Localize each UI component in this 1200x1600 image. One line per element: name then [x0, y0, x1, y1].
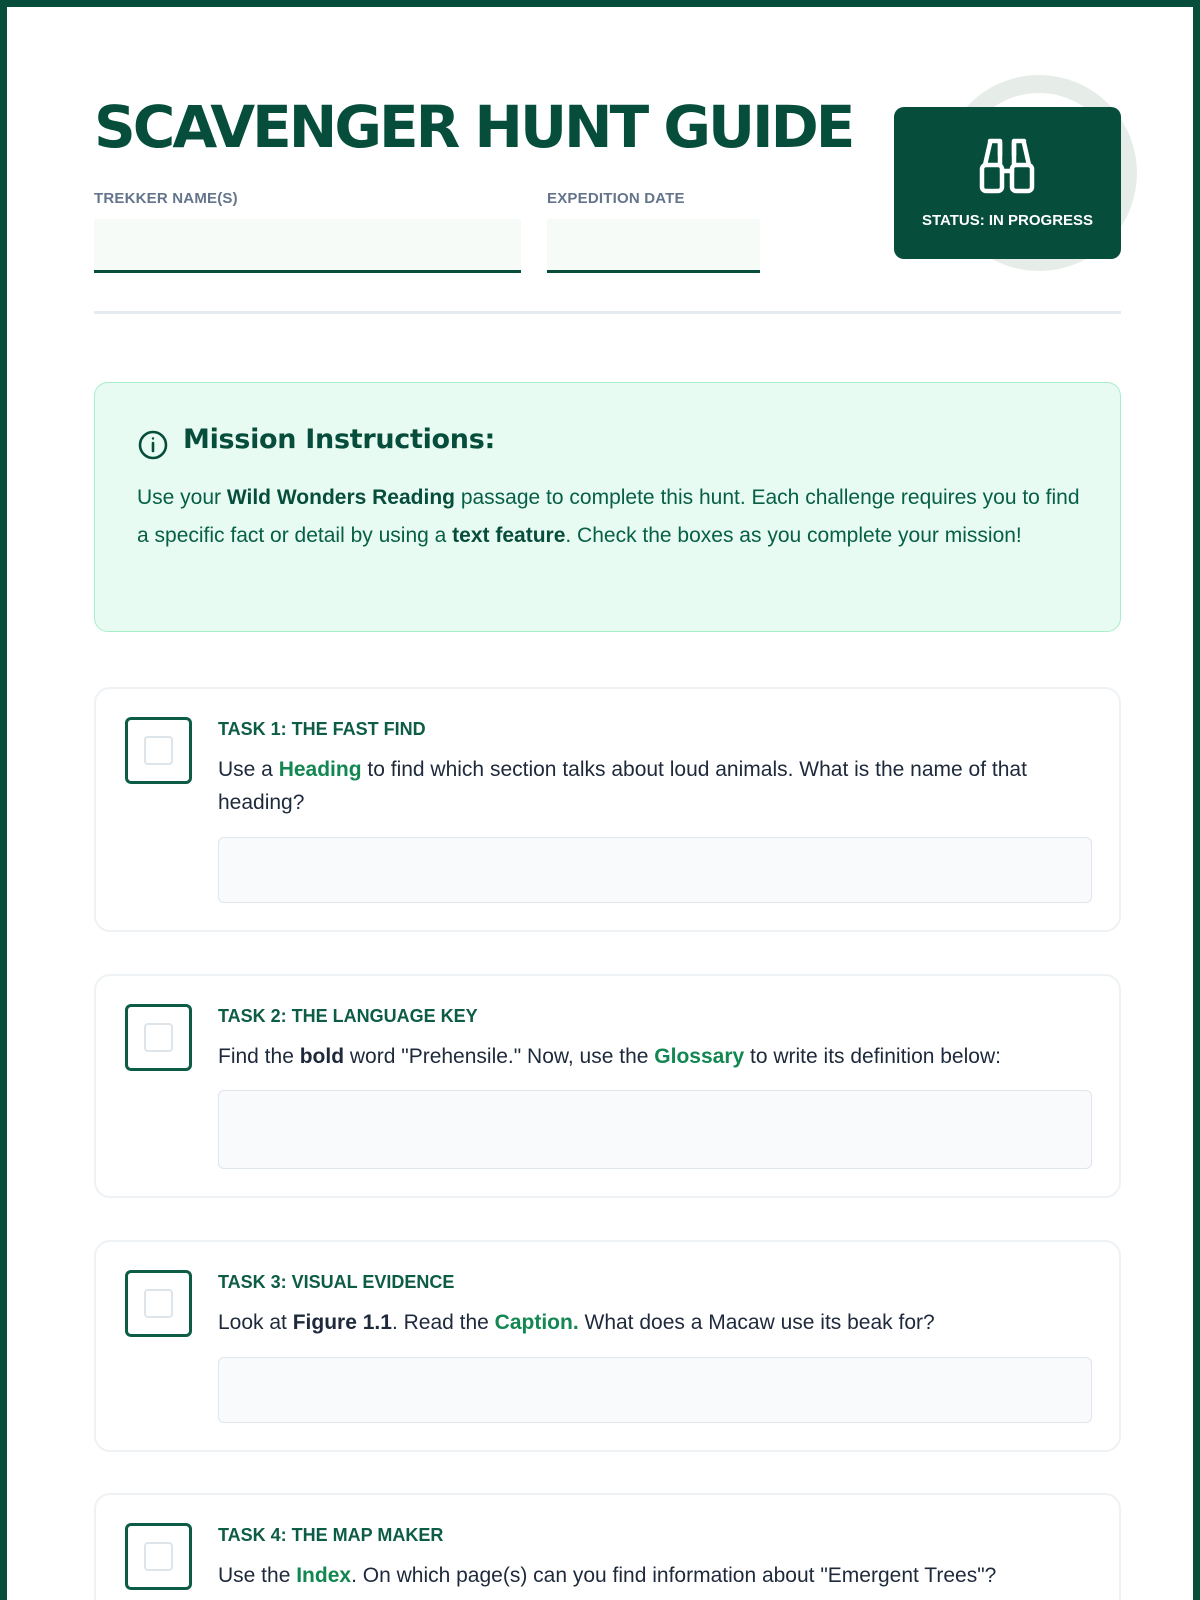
- status-badge: [894, 107, 1121, 259]
- task-2-checkbox[interactable]: [125, 1004, 192, 1071]
- trekker-name-field[interactable]: [94, 219, 521, 273]
- expedition-date-field[interactable]: [547, 219, 760, 273]
- task-4-label: TASK 4: THE MAP MAKER: [218, 1525, 444, 1545]
- mission-title: Mission Instructions:: [183, 424, 495, 455]
- mission-instructions-panel: [94, 382, 1121, 632]
- task-2-prompt: Find the bold word "Prehensile." Now, use the Glossary to write its definition below:: [218, 1045, 1001, 1068]
- info-icon: [137, 429, 169, 461]
- expedition-date-label: EXPEDITION DATE: [547, 190, 685, 207]
- task-4-prompt: Use the Index. On which page(s) can you find information about "Emergent Trees"?: [218, 1564, 997, 1587]
- task-card-1: [94, 687, 1121, 932]
- task-3-answer-field[interactable]: [218, 1357, 1092, 1423]
- page-title: SCAVENGER HUNT GUIDE: [94, 93, 853, 161]
- task-2-label: TASK 2: THE LANGUAGE KEY: [218, 1006, 478, 1026]
- task-1-prompt: Use a Heading to find which section talks about loud animals. What is the name of that heading?: [218, 758, 1027, 814]
- task-card-2: [94, 974, 1121, 1198]
- task-1-label: TASK 1: THE FAST FIND: [218, 719, 426, 739]
- task-3-prompt: Look at Figure 1.1. Read the Caption. What does a Macaw use its beak for?: [218, 1311, 935, 1334]
- task-3-label: TASK 3: VISUAL EVIDENCE: [218, 1272, 455, 1292]
- binoculars-icon: [976, 135, 1038, 197]
- task-1-checkbox[interactable]: [125, 717, 192, 784]
- task-2-answer-field[interactable]: [218, 1090, 1092, 1169]
- mission-body: Use your Wild Wonders Reading passage to complete this hunt. Each challenge requires you to find a specific fact or detail by using a text feature. Check the boxes as you complete your mission!: [137, 486, 1080, 547]
- task-1-answer-field[interactable]: [218, 837, 1092, 903]
- trekker-name-label: TREKKER NAME(S): [94, 190, 238, 207]
- header-divider: [94, 311, 1121, 314]
- task-card-3: [94, 1240, 1121, 1452]
- task-card-4: [94, 1493, 1121, 1600]
- task-4-checkbox[interactable]: [125, 1523, 192, 1590]
- status-text: STATUS: IN PROGRESS: [921, 212, 1094, 229]
- task-3-checkbox[interactable]: [125, 1270, 192, 1337]
